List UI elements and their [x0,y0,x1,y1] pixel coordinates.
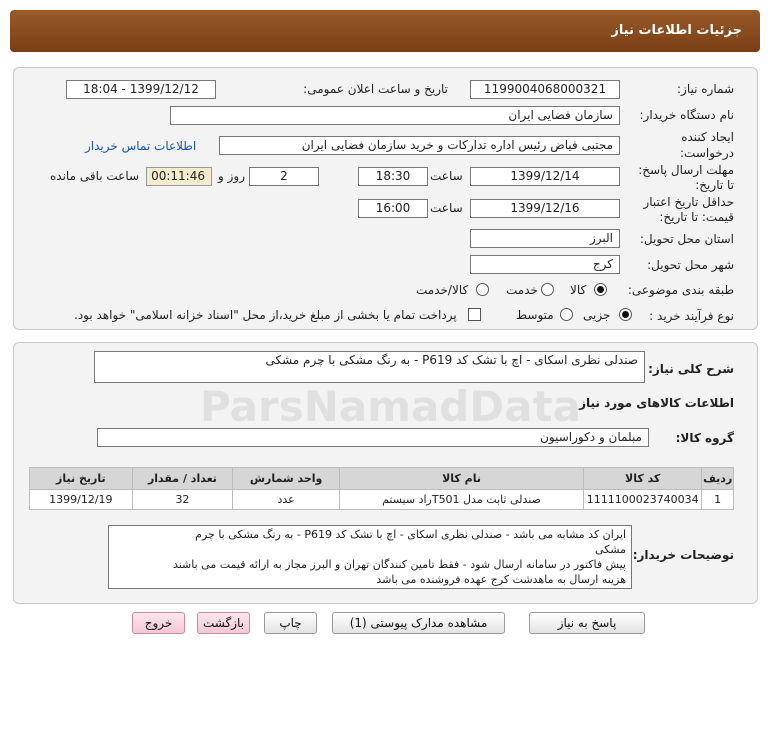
col-unit: واحد شمارش [233,468,340,490]
process-radio-minor[interactable] [619,308,632,321]
buyer-notes-line: مشکی [595,543,626,556]
process-label: نوع فرآیند خرید : [649,309,734,323]
reply-deadline-label-2: تا تاریخ: [695,178,734,192]
col-name: نام کالا [340,468,584,490]
cell-code: 1111100023740034 [584,490,702,510]
buyer-notes-line: هزینه ارسال به ماهدشت کرج عهده فروشنده می باشد [376,573,626,586]
description-label: شرح کلی نیاز: [648,362,734,376]
process-option-medium: متوسط [516,308,554,322]
category-radio-goods[interactable] [594,283,607,296]
category-option-goods-service: کالا/خدمت [416,283,469,297]
validity-label: حداقل تاریخ اعتبار [643,195,734,209]
validity-date-field: 1399/12/16 [470,199,620,218]
category-option-goods: کالا [570,283,587,297]
col-quantity: تعداد / مقدار [132,468,233,490]
cell-row: 1 [702,490,734,510]
process-radio-medium[interactable] [560,308,573,321]
attachments-button[interactable]: مشاهده مدارک پیوستی (1) [332,612,505,634]
buyer-notes-line: پیش فاکتور در سامانه ارسال شود - فقط تامین کنندگان تهران و البرز مجاز به ارائه قیمت می باشند [172,558,626,571]
buyer-org-label: نام دستگاه خریدار: [639,108,734,122]
announce-label: تاریخ و ساعت اعلان عمومی: [303,82,448,96]
creator-label: ایجاد کننده [681,130,734,144]
city-field: کرج [470,255,620,274]
buyer-notes-line: ایران کد مشابه می باشد - صندلی نظری اسکای - اچ با تشک کد P619 - به رنگ مشکی با چرم [195,528,626,541]
goods-table [29,467,734,510]
remaining-time-field: 00:11:46 [146,167,212,186]
treasury-payment-note: پرداخت تمام یا بخشی از مبلغ خرید،از محل "اسناد خزانه اسلامی" خواهد بود. [74,308,457,322]
col-code: کد کالا [584,468,702,490]
need-number-field: 1199004068000321 [470,80,620,99]
validity-label-2: قیمت: تا تاریخ: [659,210,734,224]
goods-section-title: اطلاعات کالاهای مورد نیاز [579,396,734,410]
category-radio-service[interactable] [541,283,554,296]
page-title: جزئیات اطلاعات نیاز [611,23,742,38]
col-row: ردیف [702,468,734,490]
buyer-notes-box [108,525,632,589]
province-field: البرز [470,229,620,248]
back-button[interactable]: بازگشت [197,612,250,634]
description-field: صندلی نظری اسکای - اچ با تشک کد P619 - به رنگ مشکی با چرم مشکی [94,351,645,383]
category-label: طبقه بندی موضوعی: [627,283,734,297]
buyer-org-field: سازمان فضایی ایران [170,106,620,125]
goods-group-label: گروه کالا: [675,431,734,445]
city-label: شهر محل تحویل: [647,258,734,272]
reply-button[interactable]: پاسخ به نیاز [529,612,645,634]
days-label: روز و [218,169,245,183]
table-row [30,490,734,510]
province-label: استان محل تحویل: [639,232,734,246]
cell-quantity: 32 [132,490,233,510]
validity-time-field: 16:00 [358,199,428,218]
goods-group-field: مبلمان و دکوراسیون [97,428,649,447]
reply-deadline-label: مهلت ارسال پاسخ: [638,163,734,177]
treasury-payment-checkbox[interactable] [468,308,481,321]
cell-name: صندلی ثابت مدل T501راد سیستم [340,490,584,510]
col-need-date: تاریخ نیاز [30,468,133,490]
exit-button[interactable]: خروج [132,612,185,634]
creator-field: مجتبی فیاض رئیس اداره تدارکات و خرید سازمان فضایی ایران [219,136,620,155]
process-option-minor: جزیی [583,308,611,322]
category-radio-goods-service[interactable] [476,283,489,296]
validity-time-label: ساعت [430,201,463,215]
need-number-label: شماره نیاز: [677,82,734,96]
days-field: 2 [249,167,319,186]
creator-label-2: درخواست: [680,146,734,160]
print-button[interactable]: چاپ [264,612,317,634]
announce-field: 1399/12/12 - 18:04 [66,80,216,99]
reply-time-label: ساعت [430,169,463,183]
goods-table-header [30,468,734,490]
buyer-notes-label: توضیحات خریدار: [632,548,734,562]
reply-date-field: 1399/12/14 [470,167,620,186]
cell-unit: عدد [233,490,340,510]
reply-time-field: 18:30 [358,167,428,186]
remaining-label: ساعت باقی مانده [50,169,140,183]
category-option-service: خدمت [506,283,538,297]
cell-need-date: 1399/12/19 [30,490,133,510]
page-header [10,10,760,52]
contact-buyer-link[interactable]: اطلاعات تماس خریدار [85,139,197,153]
